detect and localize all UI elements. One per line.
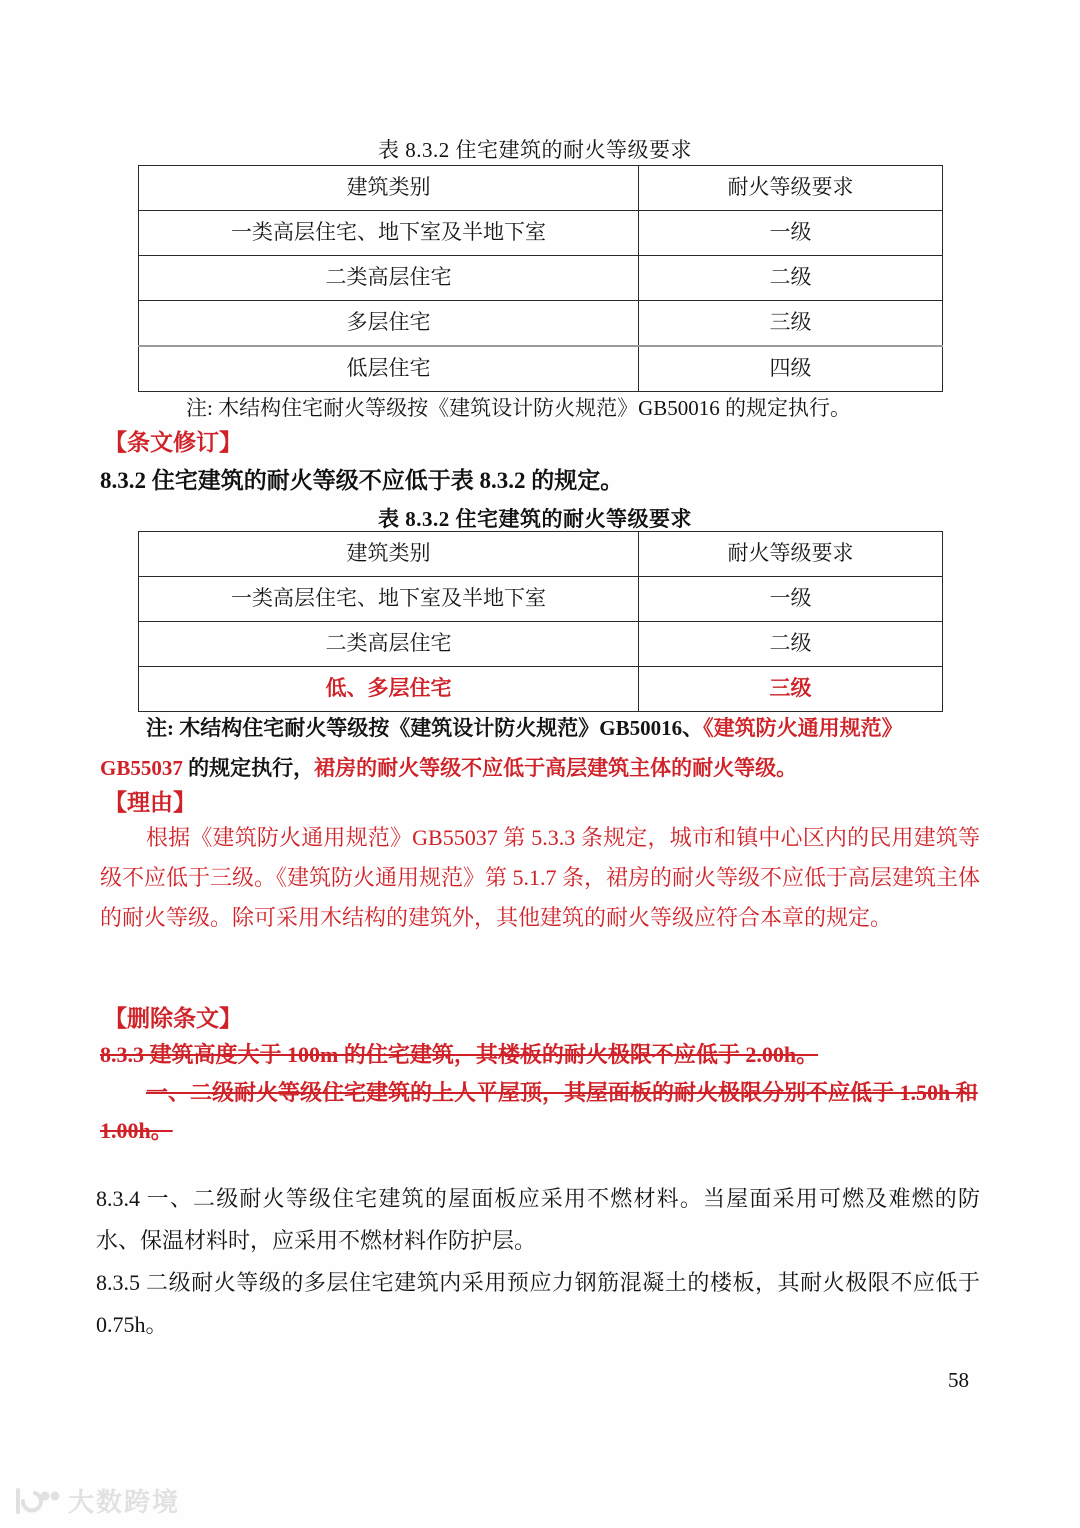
clause-832-heading: 8.3.2 住宅建筑的耐火等级不应低于表 8.3.2 的规定。: [100, 468, 624, 493]
table-two-cell-category: 二类高层住宅: [139, 622, 639, 667]
clause-835: 8.3.5 二级耐火等级的多层住宅建筑内采用预应力钢筋混凝土的楼板，其耐火极限不应低于 0.75h。: [96, 1270, 980, 1337]
table-two-cell-category: 一类高层住宅、地下室及半地下室: [139, 577, 639, 622]
table-two-note: [100, 708, 980, 788]
table-two-header-grade: 耐火等级要求: [639, 532, 943, 577]
table-one-caption: 表 8.3.2 住宅建筑的耐火等级要求: [378, 138, 692, 162]
clause-834: 8.3.4 一、二级耐火等级住宅建筑的屋面板应采用不燃材料。当屋面采用可燃及难燃的防水、保温材料时，应采用不燃材料作防护层。: [96, 1186, 980, 1253]
table-two-caption: 表 8.3.2 住宅建筑的耐火等级要求: [378, 507, 692, 531]
table-one-cell-grade: 三级: [639, 301, 943, 347]
table-two-note-black-mid: 的规定执行，: [182, 756, 315, 780]
table-one: [138, 165, 943, 392]
table-two-cell-category-revised: 低、多层住宅: [139, 667, 639, 712]
table-row: [139, 256, 943, 301]
table-one-header-category: 建筑类别: [139, 166, 639, 211]
reason-tag: 【理由】: [104, 790, 196, 815]
deleted-tag: 【删除条文】: [104, 1006, 242, 1031]
table-one-header-grade: 耐火等级要求: [639, 166, 943, 211]
table-one-cell-category: 二类高层住宅: [139, 256, 639, 301]
table-two-note-red-last: 裙房的耐火等级不应低于高层建筑主体的耐火等级。: [314, 756, 798, 780]
watermark-text: 大数跨境: [68, 1487, 181, 1517]
table-one-cell-category: 一类高层住宅、地下室及半地下室: [139, 211, 639, 256]
deleted-clause-833-sub-text: 一、二级耐火等级住宅建筑的上人平屋顶，其屋面板的耐火极限分别不应低于 1.50h 和 1.00h。: [100, 1080, 978, 1143]
table-row: [139, 622, 943, 667]
deleted-clause-line-2: [100, 1074, 980, 1150]
table-two-cell-grade: 一级: [639, 577, 943, 622]
table-row: [139, 211, 943, 256]
page-number: 58: [948, 1368, 969, 1392]
table-row: [139, 301, 943, 347]
revision-tag: 【条文修订】: [104, 430, 242, 455]
table-one-note-text: 注: 木结构住宅耐火等级按《建筑设计防火规范》GB50016 的规定执行。: [186, 396, 852, 420]
table-one-cell-grade: 四级: [639, 346, 943, 392]
table-row: [139, 346, 943, 392]
table-one-cell-category: 多层住宅: [139, 301, 639, 347]
table-two-cell-grade: 二级: [639, 622, 943, 667]
table-two-note-red-first: 《建筑防火通用规范》GB55037: [100, 716, 903, 780]
watermark: [14, 1482, 180, 1519]
table-two: [138, 531, 943, 712]
table-two-note-black-lead: 注: 木结构住宅耐火等级按《建筑设计防火规范》GB50016、: [146, 716, 704, 740]
table-row-header: [139, 166, 943, 211]
table-row-header: [139, 532, 943, 577]
deleted-clause-line-1: [100, 1036, 980, 1074]
table-row: [139, 577, 943, 622]
reason-body: 根据《建筑防火通用规范》GB55037 第 5.3.3 条规定，城市和镇中心区内的民用建筑等级不应低于三级。《建筑防火通用规范》第 5.1.7 条，裙房的耐火等级不应低于高层建筑主体的耐火等级。除可采用木结构的建筑外，其他建筑的耐火等级应符合本章的规定。: [100, 825, 981, 930]
table-one-cell-category: 低层住宅: [139, 346, 639, 392]
table-row-highlighted: [139, 667, 943, 712]
table-one-cell-grade: 二级: [639, 256, 943, 301]
table-one-note: [140, 388, 960, 428]
table-two-header-category: 建筑类别: [139, 532, 639, 577]
table-one-cell-grade: 一级: [639, 211, 943, 256]
table-two-cell-grade-revised: 三级: [639, 667, 943, 712]
watermark-logo-icon: [14, 1487, 60, 1515]
deleted-clause-833-text: 8.3.3 建筑高度大于 100m 的住宅建筑，其楼板的耐火极限不应低于 2.00h。: [100, 1042, 819, 1067]
